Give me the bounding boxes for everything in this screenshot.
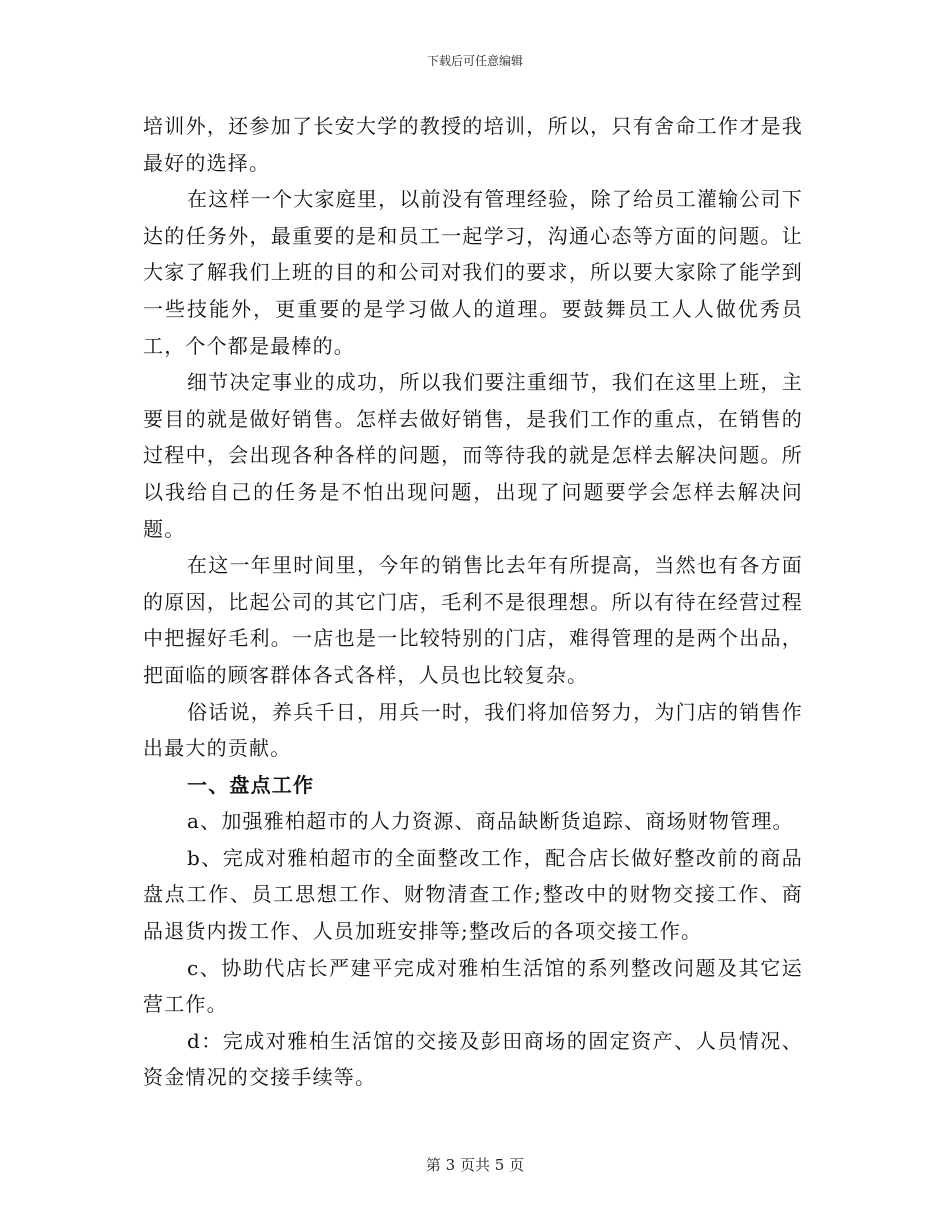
page-header: 下载后可任意编辑 bbox=[426, 54, 523, 68]
paragraph-details: 细节决定事业的成功，所以我们要注重细节，我们在这里上班，主要目的就是做好销售。怎样去做好销售，是我们工作的重点，在销售的过程中，会出现各种各样的问题，而等待我的就是怎样去解决问题。所以我给自己的任务是不怕出现问题，出现了问题要学会怎样去解决问题。 bbox=[143, 370, 803, 541]
paragraph-continued: 培训外，还参加了长安大学的教授的培训，所以，只有舍命工作才是我最好的选择。 bbox=[143, 114, 803, 175]
section-heading: 一、盘点工作 bbox=[187, 772, 315, 797]
page-footer: 第 3 页共 5 页 bbox=[425, 1156, 525, 1174]
document-body bbox=[143, 108, 803, 1096]
list-item-b: b、完成对雅柏超市的全面整改工作，配合店长做好整改前的商品盘点工作、员工思想工作、财物清查工作;整改中的财物交接工作、商品退货内拨工作、人员加班安排等;整改后的各项交接工作。 bbox=[143, 845, 803, 944]
paragraph-management: 在这样一个大家庭里，以前没有管理经验，除了给员工灌输公司下达的任务外，最重要的是和员工一起学习，沟通心态等方面的问题。让大家了解我们上班的目的和公司对我们的要求，所以要大家除了能学到一些技能外，更重要的是学习做人的道理。要鼓舞员工人人做优秀员工，个个都是最棒的。 bbox=[143, 187, 803, 358]
list-item-c: c、协助代店长严建平完成对雅柏生活馆的系列整改问题及其它运营工作。 bbox=[143, 955, 803, 1017]
list-item-a: a、加强雅柏超市的人力资源、商品缺断货追踪、商场财物管理。 bbox=[187, 809, 794, 834]
list-item-d: d：完成对雅柏生活馆的交接及彭田商场的固定资产、人员情况、资金情况的交接手续等。 bbox=[143, 1028, 803, 1090]
paragraph-proverb: 俗话说，养兵千日，用兵一时，我们将加倍努力，为门店的销售作出最大的贡献。 bbox=[143, 699, 803, 761]
paragraph-sales-year: 在这一年里时间里，今年的销售比去年有所提高，当然也有各方面的原因，比起公司的其它门店，毛利不是很理想。所以有待在经营过程中把握好毛利。一店也是一比较特别的门店，难得管理的是两个出品，把面临的顾客群体各式各样，人员也比较复杂。 bbox=[143, 553, 803, 687]
